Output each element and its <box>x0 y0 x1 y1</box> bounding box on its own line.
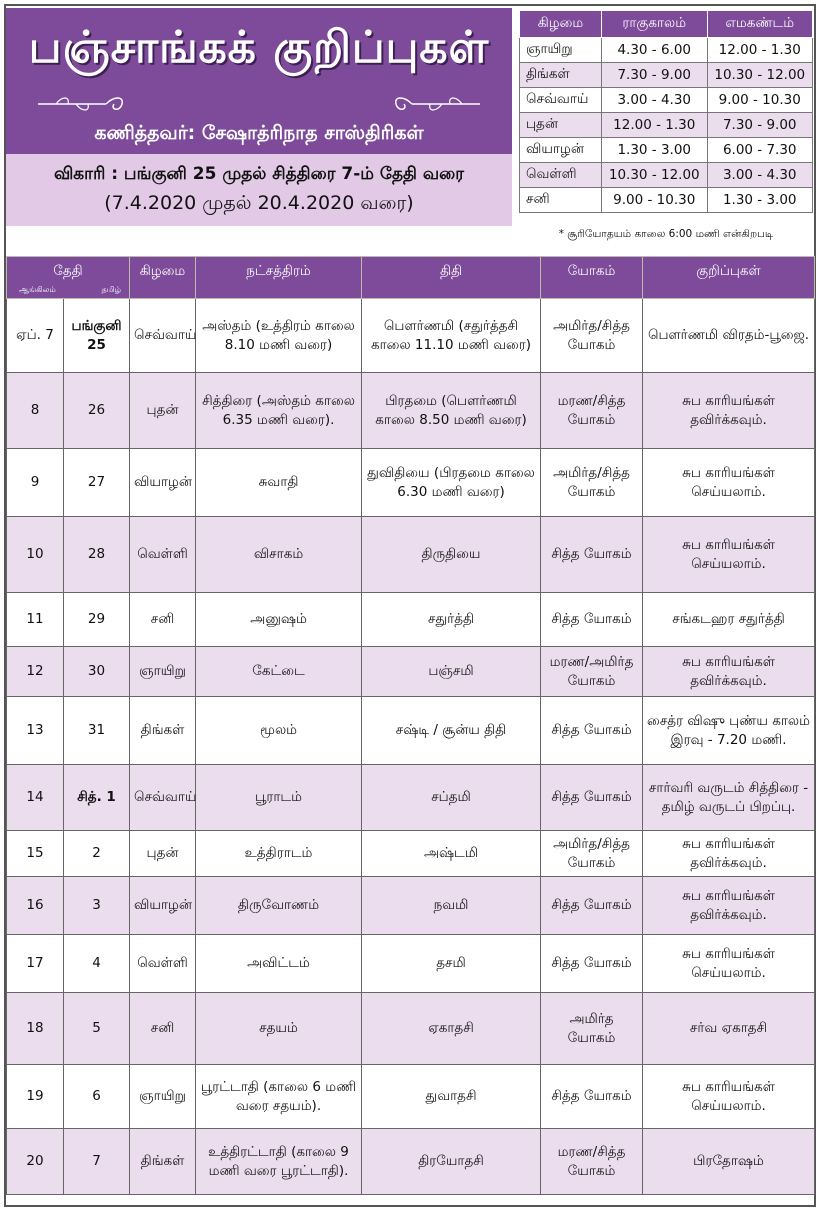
cell-yogam: சித்த யோகம் <box>541 765 643 831</box>
cell-tamil: 26 <box>64 373 130 449</box>
date-range: (7.4.2020 முதல் 20.4.2020 வரை) <box>104 192 414 214</box>
cell-yogam: அமிர்த/சித்த யோகம் <box>541 299 643 373</box>
rahu-cell-rahu: 1.30 - 3.00 <box>602 138 708 163</box>
cell-day: ஞாயிறு <box>130 647 196 697</box>
cell-star: பூராடம் <box>196 765 362 831</box>
cell-eng: 8 <box>7 373 64 449</box>
cell-day: சனி <box>130 993 196 1065</box>
rahu-row <box>520 188 813 213</box>
rahu-header-rahu: ராகுகாலம் <box>602 11 708 38</box>
cell-eng: 9 <box>7 449 64 517</box>
table-row <box>7 831 815 877</box>
rahu-row <box>520 138 813 163</box>
period-banner <box>6 154 512 226</box>
cell-star: சுவாதி <box>196 449 362 517</box>
cell-star: விசாகம் <box>196 517 362 593</box>
cell-star: சதயம் <box>196 993 362 1065</box>
rahu-cell-day: சனி <box>520 188 602 213</box>
table-row <box>7 1129 815 1195</box>
cell-notes: பிரதோஷம் <box>643 1129 815 1195</box>
cell-eng: 16 <box>7 877 64 935</box>
cell-yogam: அமிர்த/சித்த யோகம் <box>541 449 643 517</box>
cell-eng: 17 <box>7 935 64 993</box>
cell-day: வெள்ளி <box>130 517 196 593</box>
cell-tamil: 4 <box>64 935 130 993</box>
rahu-cell-day: செவ்வாய் <box>520 88 602 113</box>
table-row <box>7 593 815 647</box>
panchangam-table <box>6 256 815 1195</box>
cell-tithi: அஷ்டமி <box>362 831 541 877</box>
cell-tamil: 29 <box>64 593 130 647</box>
cell-yogam: சித்த யோகம் <box>541 877 643 935</box>
flourish-left-icon <box>36 92 126 116</box>
cell-tithi: சப்தமி <box>362 765 541 831</box>
cell-yogam: அமிர்த/சித்த யோகம் <box>541 831 643 877</box>
cell-tamil: சித். 1 <box>64 765 130 831</box>
cell-day: புதன் <box>130 831 196 877</box>
cell-eng: 20 <box>7 1129 64 1195</box>
cell-yogam: சித்த யோகம் <box>541 935 643 993</box>
cell-tithi: பஞ்சமி <box>362 647 541 697</box>
cell-yogam: சித்த யோகம் <box>541 517 643 593</box>
cell-day: செவ்வாய் <box>130 299 196 373</box>
table-row <box>7 1065 815 1129</box>
cell-star: உத்திராடம் <box>196 831 362 877</box>
cell-tithi: ஏகாதசி <box>362 993 541 1065</box>
cell-tamil: 6 <box>64 1065 130 1129</box>
table-row <box>7 765 815 831</box>
cell-eng: 15 <box>7 831 64 877</box>
rahu-header-yama: எமகண்டம் <box>707 11 813 38</box>
cell-eng: 19 <box>7 1065 64 1129</box>
cell-eng: 12 <box>7 647 64 697</box>
cell-star: திருவோணம் <box>196 877 362 935</box>
cell-yogam: சித்த யோகம் <box>541 697 643 765</box>
cell-star: அவிட்டம் <box>196 935 362 993</box>
rahu-cell-rahu: 10.30 - 12.00 <box>602 163 708 188</box>
cell-notes: சார்வரி வருடம் சித்திரை - தமிழ் வருடப் பிறப்பு. <box>643 765 815 831</box>
rahu-cell-yama: 9.00 - 10.30 <box>707 88 813 113</box>
cell-yogam: மரண/சித்த யோகம் <box>541 373 643 449</box>
cell-star: கேட்டை <box>196 647 362 697</box>
cell-tithi: நவமி <box>362 877 541 935</box>
cell-day: திங்கள் <box>130 1129 196 1195</box>
flourish-right-icon <box>392 92 482 116</box>
cell-day: புதன் <box>130 373 196 449</box>
header-notes: குறிப்புகள் <box>643 257 815 299</box>
rahu-cell-rahu: 3.00 - 4.30 <box>602 88 708 113</box>
rahu-cell-yama: 3.00 - 4.30 <box>707 163 813 188</box>
rahu-cell-yama: 12.00 - 1.30 <box>707 38 813 63</box>
cell-eng: 11 <box>7 593 64 647</box>
cell-tamil: பங்குனி 25 <box>64 299 130 373</box>
header-star: நட்சத்திரம் <box>196 257 362 299</box>
table-row <box>7 697 815 765</box>
cell-star: அனுஷம் <box>196 593 362 647</box>
header-date: தேதி ஆங்கிலம் தமிழ் <box>7 257 130 299</box>
cell-star: உத்திரட்டாதி (காலை 9 மணி வரை பூரட்டாதி). <box>196 1129 362 1195</box>
cell-tithi: திருதியை <box>362 517 541 593</box>
header-yogam: யோகம் <box>541 257 643 299</box>
rahu-cell-rahu: 4.30 - 6.00 <box>602 38 708 63</box>
header-tithi: திதி <box>362 257 541 299</box>
rahu-header-day: கிழமை <box>520 11 602 38</box>
table-row <box>7 935 815 993</box>
cell-notes: சுப காரியங்கள் தவிர்க்கவும். <box>643 373 815 449</box>
cell-tithi: துவிதியை (பிரதமை காலை 6.30 மணி வரை) <box>362 449 541 517</box>
cell-day: சனி <box>130 593 196 647</box>
rahu-cell-day: ஞாயிறு <box>520 38 602 63</box>
cell-day: வியாழன் <box>130 449 196 517</box>
cell-tamil: 27 <box>64 449 130 517</box>
cell-notes: சுப காரியங்கள் தவிர்க்கவும். <box>643 877 815 935</box>
cell-notes: சைத்ர விஷு புண்ய காலம் இரவு - 7.20 மணி. <box>643 697 815 765</box>
rahu-cell-rahu: 12.00 - 1.30 <box>602 113 708 138</box>
cell-tithi: பிரதமை (பௌர்ணமி காலை 8.50 மணி வரை) <box>362 373 541 449</box>
rahu-row <box>520 163 813 188</box>
cell-tithi: திரயோதசி <box>362 1129 541 1195</box>
header-date-english: ஆங்கிலம் <box>19 285 56 294</box>
cell-notes: சுப காரியங்கள் தவிர்க்கவும். <box>643 647 815 697</box>
period-line: விகாரி : பங்குனி 25 முதல் சித்திரை 7-ம் தேதி வரை <box>53 164 465 184</box>
rahu-cell-day: புதன் <box>520 113 602 138</box>
cell-day: ஞாயிறு <box>130 1065 196 1129</box>
cell-star: அஸ்தம் (உத்திரம் காலை 8.10 மணி வரை) <box>196 299 362 373</box>
cell-day: செவ்வாய் <box>130 765 196 831</box>
cell-notes: சுப காரியங்கள் செய்யலாம். <box>643 1065 815 1129</box>
page-title: பஞ்சாங்கக் குறிப்புகள் <box>28 22 490 73</box>
rahu-cell-yama: 1.30 - 3.00 <box>707 188 813 213</box>
cell-day: திங்கள் <box>130 697 196 765</box>
rahu-cell-day: வியாழன் <box>520 138 602 163</box>
author-label: கணித்தவர்: சேஷாத்ரிநாத சாஸ்திரிகள் <box>94 122 424 144</box>
cell-tamil: 5 <box>64 993 130 1065</box>
cell-yogam: அமிர்த யோகம் <box>541 993 643 1065</box>
header-banner <box>6 8 512 154</box>
cell-day: வெள்ளி <box>130 935 196 993</box>
cell-tamil: 31 <box>64 697 130 765</box>
cell-tamil: 28 <box>64 517 130 593</box>
cell-notes: சுப காரியங்கள் செய்யலாம். <box>643 935 815 993</box>
cell-notes: சர்வ ஏகாதசி <box>643 993 815 1065</box>
cell-notes: சுப காரியங்கள் தவிர்க்கவும். <box>643 831 815 877</box>
table-row <box>7 449 815 517</box>
rahu-cell-day: திங்கள் <box>520 63 602 88</box>
cell-yogam: சித்த யோகம் <box>541 1065 643 1129</box>
cell-tamil: 3 <box>64 877 130 935</box>
cell-star: மூலம் <box>196 697 362 765</box>
cell-eng: 10 <box>7 517 64 593</box>
cell-tamil: 30 <box>64 647 130 697</box>
rahu-row <box>520 63 813 88</box>
cell-notes: சுப காரியங்கள் செய்யலாம். <box>643 517 815 593</box>
cell-tithi: பௌர்ணமி (சதுர்த்தசி காலை 11.10 மணி வரை) <box>362 299 541 373</box>
cell-yogam: சித்த யோகம் <box>541 593 643 647</box>
cell-notes: சுப காரியங்கள் செய்யலாம். <box>643 449 815 517</box>
cell-eng: 13 <box>7 697 64 765</box>
cell-tithi: சதுர்த்தி <box>362 593 541 647</box>
rahu-kalam-table <box>519 10 813 213</box>
table-row <box>7 877 815 935</box>
cell-tithi: துவாதசி <box>362 1065 541 1129</box>
cell-star: சித்திரை (அஸ்தம் காலை 6.35 மணி வரை). <box>196 373 362 449</box>
cell-tithi: தசமி <box>362 935 541 993</box>
cell-notes: சங்கடஹர சதுர்த்தி <box>643 593 815 647</box>
table-row <box>7 647 815 697</box>
rahu-row <box>520 88 813 113</box>
rahu-cell-yama: 6.00 - 7.30 <box>707 138 813 163</box>
cell-tithi: சஷ்டி / சூன்ய திதி <box>362 697 541 765</box>
cell-notes: பௌர்ணமி விரதம்-பூஜை. <box>643 299 815 373</box>
cell-yogam: மரண/சித்த யோகம் <box>541 1129 643 1195</box>
rahu-cell-rahu: 7.30 - 9.00 <box>602 63 708 88</box>
cell-eng: ஏப். 7 <box>7 299 64 373</box>
cell-day: வியாழன் <box>130 877 196 935</box>
header-day: கிழமை <box>130 257 196 299</box>
rahu-cell-rahu: 9.00 - 10.30 <box>602 188 708 213</box>
rahu-cell-yama: 10.30 - 12.00 <box>707 63 813 88</box>
header-date-tamil: தமிழ் <box>101 285 122 294</box>
table-row <box>7 517 815 593</box>
rahu-row <box>520 113 813 138</box>
rahu-cell-yama: 7.30 - 9.00 <box>707 113 813 138</box>
cell-eng: 14 <box>7 765 64 831</box>
rahu-row <box>520 38 813 63</box>
cell-star: பூரட்டாதி (காலை 6 மணி வரை சதயம்). <box>196 1065 362 1129</box>
cell-tamil: 2 <box>64 831 130 877</box>
cell-yogam: மரண/அமிர்த யோகம் <box>541 647 643 697</box>
cell-tamil: 7 <box>64 1129 130 1195</box>
sunrise-footnote: * சூரியோதயம் காலை 6:00 மணி என்கிறபடி <box>558 228 774 240</box>
cell-eng: 18 <box>7 993 64 1065</box>
table-row <box>7 993 815 1065</box>
rahu-cell-day: வெள்ளி <box>520 163 602 188</box>
table-row <box>7 373 815 449</box>
table-row <box>7 299 815 373</box>
